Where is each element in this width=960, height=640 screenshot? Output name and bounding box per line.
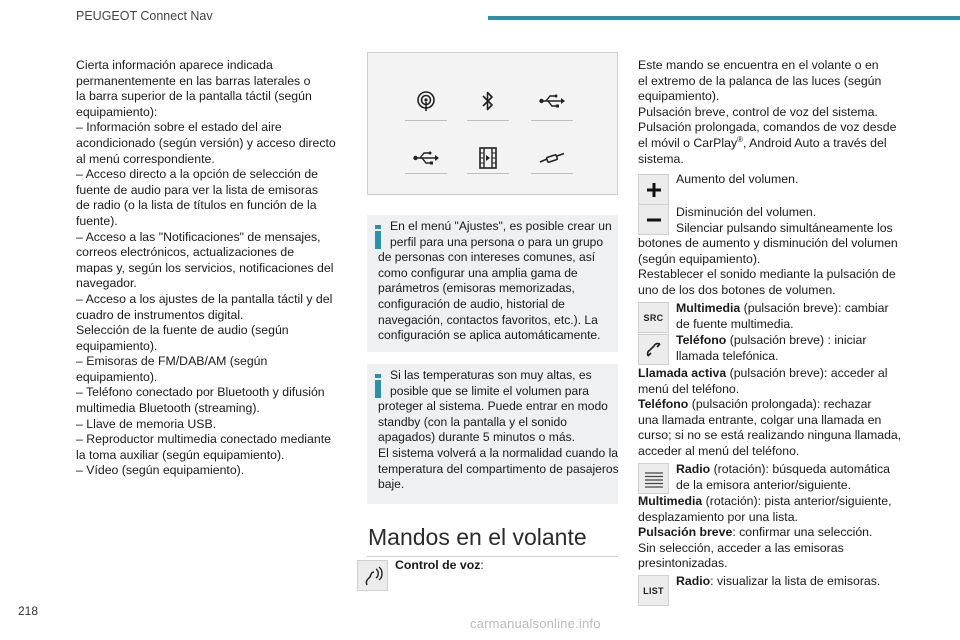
bold-term: Teléfono (638, 397, 689, 412)
multimedia-rotation-text (638, 494, 892, 572)
text-line (638, 397, 901, 413)
text-line: desplazamiento por una lista. (638, 509, 798, 524)
right-column-text (638, 58, 902, 167)
src-text (676, 301, 889, 332)
text-line: de personas con intereses comunes, así (378, 250, 596, 265)
info-note-settings (367, 215, 618, 352)
watermark-footer: carmanualsonline.info (470, 616, 601, 631)
text-line: llamada telefónica. (676, 348, 779, 363)
info-note-temperature (367, 364, 618, 504)
text-line (676, 301, 889, 317)
text-line: (según equipamiento). (638, 251, 761, 266)
text-span: (rotación): pista anterior/siguiente, (702, 494, 892, 508)
voice-control-label: Control de voz: (395, 558, 484, 572)
bold-term: Teléfono (676, 333, 727, 347)
text-line: configuración de audio, historial de (378, 296, 565, 311)
text-line: equipamiento). (76, 369, 158, 384)
section-divider (367, 556, 618, 557)
text-line: standby (con la pantalla y el sonido (378, 414, 567, 429)
text-line: – Vídeo (según equipamiento). (76, 463, 245, 478)
text-line: – Emisoras de FM/DAB/AM (según (76, 354, 268, 369)
text-line: Disminución del volumen. (676, 205, 817, 219)
text-span: (pulsación breve) : iniciar (726, 333, 867, 347)
radio-icon (411, 86, 441, 116)
bold-term: Radio (676, 574, 711, 588)
text-span: : visualizar la lista de emisoras. (710, 574, 881, 588)
text-line: configuración se aplica automáticamente. (378, 328, 601, 343)
text-line: la barra superior de la pantalla táctil (según (76, 89, 312, 104)
text-line (676, 462, 890, 478)
text-line: perfil para una persona o para un grupo (390, 234, 604, 249)
audio-source-icons-panel (367, 52, 618, 195)
phone-detail-text (638, 366, 901, 460)
text-span: el móvil o CarPlay (638, 135, 738, 150)
icon-underline (467, 173, 509, 174)
text-line: Restablecer el sonido mediante la pulsación de (638, 267, 896, 282)
text-line (676, 333, 866, 349)
text-line (638, 525, 892, 541)
video-icon (473, 143, 503, 173)
text-line: equipamiento): (76, 104, 158, 119)
text-line: el extremo de la palanca de las luces (según (638, 73, 882, 88)
text-line: proteger al sistema. Puede entrar en modo (378, 399, 608, 414)
icon-underline (405, 173, 447, 174)
text-line: fuente). (76, 213, 118, 228)
text-line: – Acceso directo a la opción de selección de (76, 167, 318, 182)
bold-term: Llamada activa (638, 366, 727, 380)
text-line: Silenciar pulsando simultáneamente los (676, 220, 893, 235)
text-line: El sistema volverá a la normalidad cuando la (378, 445, 618, 460)
registered-mark: ® (737, 134, 743, 144)
text-line: posible que se limite el volumen para (390, 383, 589, 398)
text-span: (pulsación prolongada): rechazar (688, 397, 872, 412)
text-line: fuente de audio para ver la lista de emisoras (76, 182, 318, 197)
voice-control-bold: Control de voz (395, 558, 481, 572)
text-line: – Teléfono conectado por Bluetooth y difusión (76, 385, 325, 400)
text-line: – Acceso a las "Notificaciones" de mensajes, (76, 229, 321, 244)
text-line: – Acceso a los ajustes de la pantalla táctil y del (76, 291, 333, 306)
text-line: de fuente multimedia. (676, 316, 794, 331)
text-line: cuadro de instrumentos digital. (76, 307, 244, 322)
text-line: equipamiento). (638, 89, 720, 104)
radio-rotation-text (676, 462, 890, 493)
bold-term: Multimedia (638, 494, 703, 508)
text-line: navegación, contactos favoritos, etc.). La (378, 312, 598, 327)
text-line: mapas y, según los servicios, notificaciones del (76, 260, 334, 275)
icon-underline (531, 120, 573, 121)
text-line: Pulsación breve, control de voz del sistema. (638, 104, 878, 119)
list-button-icon (638, 575, 669, 606)
text-line: botones de aumento y disminución del volumen (638, 236, 898, 250)
list-text (676, 574, 880, 588)
src-button-icon (638, 302, 669, 333)
bold-term: Radio (676, 462, 711, 476)
text-line: de la emisora anterior/siguiente. (676, 477, 851, 492)
text-line: Si las temperaturas son muy altas, es (390, 368, 592, 382)
phone-icon (638, 334, 669, 365)
icon-underline (467, 120, 509, 121)
aux-jack-icon (537, 143, 567, 173)
text-line: Selección de la fuente de audio (según (76, 323, 289, 338)
text-line: permanentemente en las barras laterales o (76, 73, 311, 88)
text-line (638, 494, 892, 510)
running-header: PEUGEOT Connect Nav (76, 9, 213, 23)
usb-icon (411, 143, 441, 173)
text-line: como configurar una amplia gama de (378, 265, 578, 280)
text-line (638, 366, 901, 382)
text-line: Este mando se encuentra en el volante o en (638, 58, 879, 72)
bold-term: Multimedia (676, 301, 741, 315)
header-accent-bar (488, 16, 960, 20)
icon-underline (405, 120, 447, 121)
text-line: apagados) durante 5 minutos o más. (378, 430, 575, 445)
text-line: baje. (378, 477, 405, 492)
icon-underline (531, 173, 573, 174)
text-line: presintonizadas. (638, 556, 728, 571)
text-line: acondicionado (según versión) y acceso directo (76, 135, 336, 150)
text-line: parámetros (emisoras memorizadas, (378, 281, 575, 296)
volume-up-text: Aumento del volumen. (676, 172, 799, 186)
volume-rest-text (638, 236, 898, 298)
text-span: (pulsación breve): acceder al (726, 366, 888, 380)
bold-term: Pulsación breve (638, 525, 733, 540)
text-line: temperatura del compartimento de pasajeros (378, 461, 619, 476)
text-line: equipamiento). (76, 338, 158, 353)
left-column-text (76, 58, 344, 479)
text-line: sistema. (638, 151, 684, 166)
text-line: al menú correspondiente. (76, 151, 215, 166)
src-tag: SRC (643, 312, 664, 323)
volume-up-icon (638, 174, 669, 205)
voice-control-icon (357, 560, 388, 591)
text-span: (rotación): búsqueda automática (710, 462, 890, 476)
list-tag: LIST (643, 585, 664, 596)
text-line: En el menú "Ajustes", es posible crear un (390, 219, 612, 233)
page-number: 218 (18, 604, 39, 618)
text-span: (pulsación breve): cambiar (740, 301, 889, 315)
text-line: Pulsación prolongada, comandos de voz desde (638, 120, 897, 135)
bluetooth-icon (473, 86, 503, 116)
text-line: multimedia Bluetooth (streaming). (76, 401, 260, 416)
text-line (638, 136, 902, 152)
section-title: Mandos en el volante (368, 524, 587, 550)
usb-icon (537, 86, 567, 116)
text-line: Cierta información aparece indicada (76, 58, 273, 72)
text-line: una llamada entrante, colgar una llamada en (638, 412, 882, 427)
text-line: de radio (o la lista de títulos en función de la (76, 198, 317, 213)
text-line: – Información sobre el estado del aire (76, 120, 282, 135)
text-line: – Reproductor multimedia conectado mediante (76, 432, 331, 447)
text-line: – Llave de memoria USB. (76, 416, 217, 431)
volume-down-icon (638, 204, 669, 235)
text-span: , Android Auto a través del (743, 135, 887, 150)
text-line: Sin selección, acceder a las emisoras (638, 540, 844, 555)
text-line: uno de los dos botones de volumen. (638, 282, 836, 297)
text-line: navegador. (76, 276, 137, 291)
text-line: curso; si no se está realizando ninguna llamada, (638, 428, 902, 443)
text-line: correos electrónicos, actualizaciones de (76, 245, 295, 260)
volume-down-text (676, 205, 893, 236)
thumbwheel-icon (638, 463, 669, 494)
text-line: la toma auxiliar (según equipamiento). (76, 447, 285, 462)
text-line: menú del teléfono. (638, 381, 740, 396)
phone-text (676, 333, 866, 364)
text-line: acceder al menú del teléfono. (638, 443, 800, 458)
text-span: : confirmar una selección. (732, 525, 873, 540)
